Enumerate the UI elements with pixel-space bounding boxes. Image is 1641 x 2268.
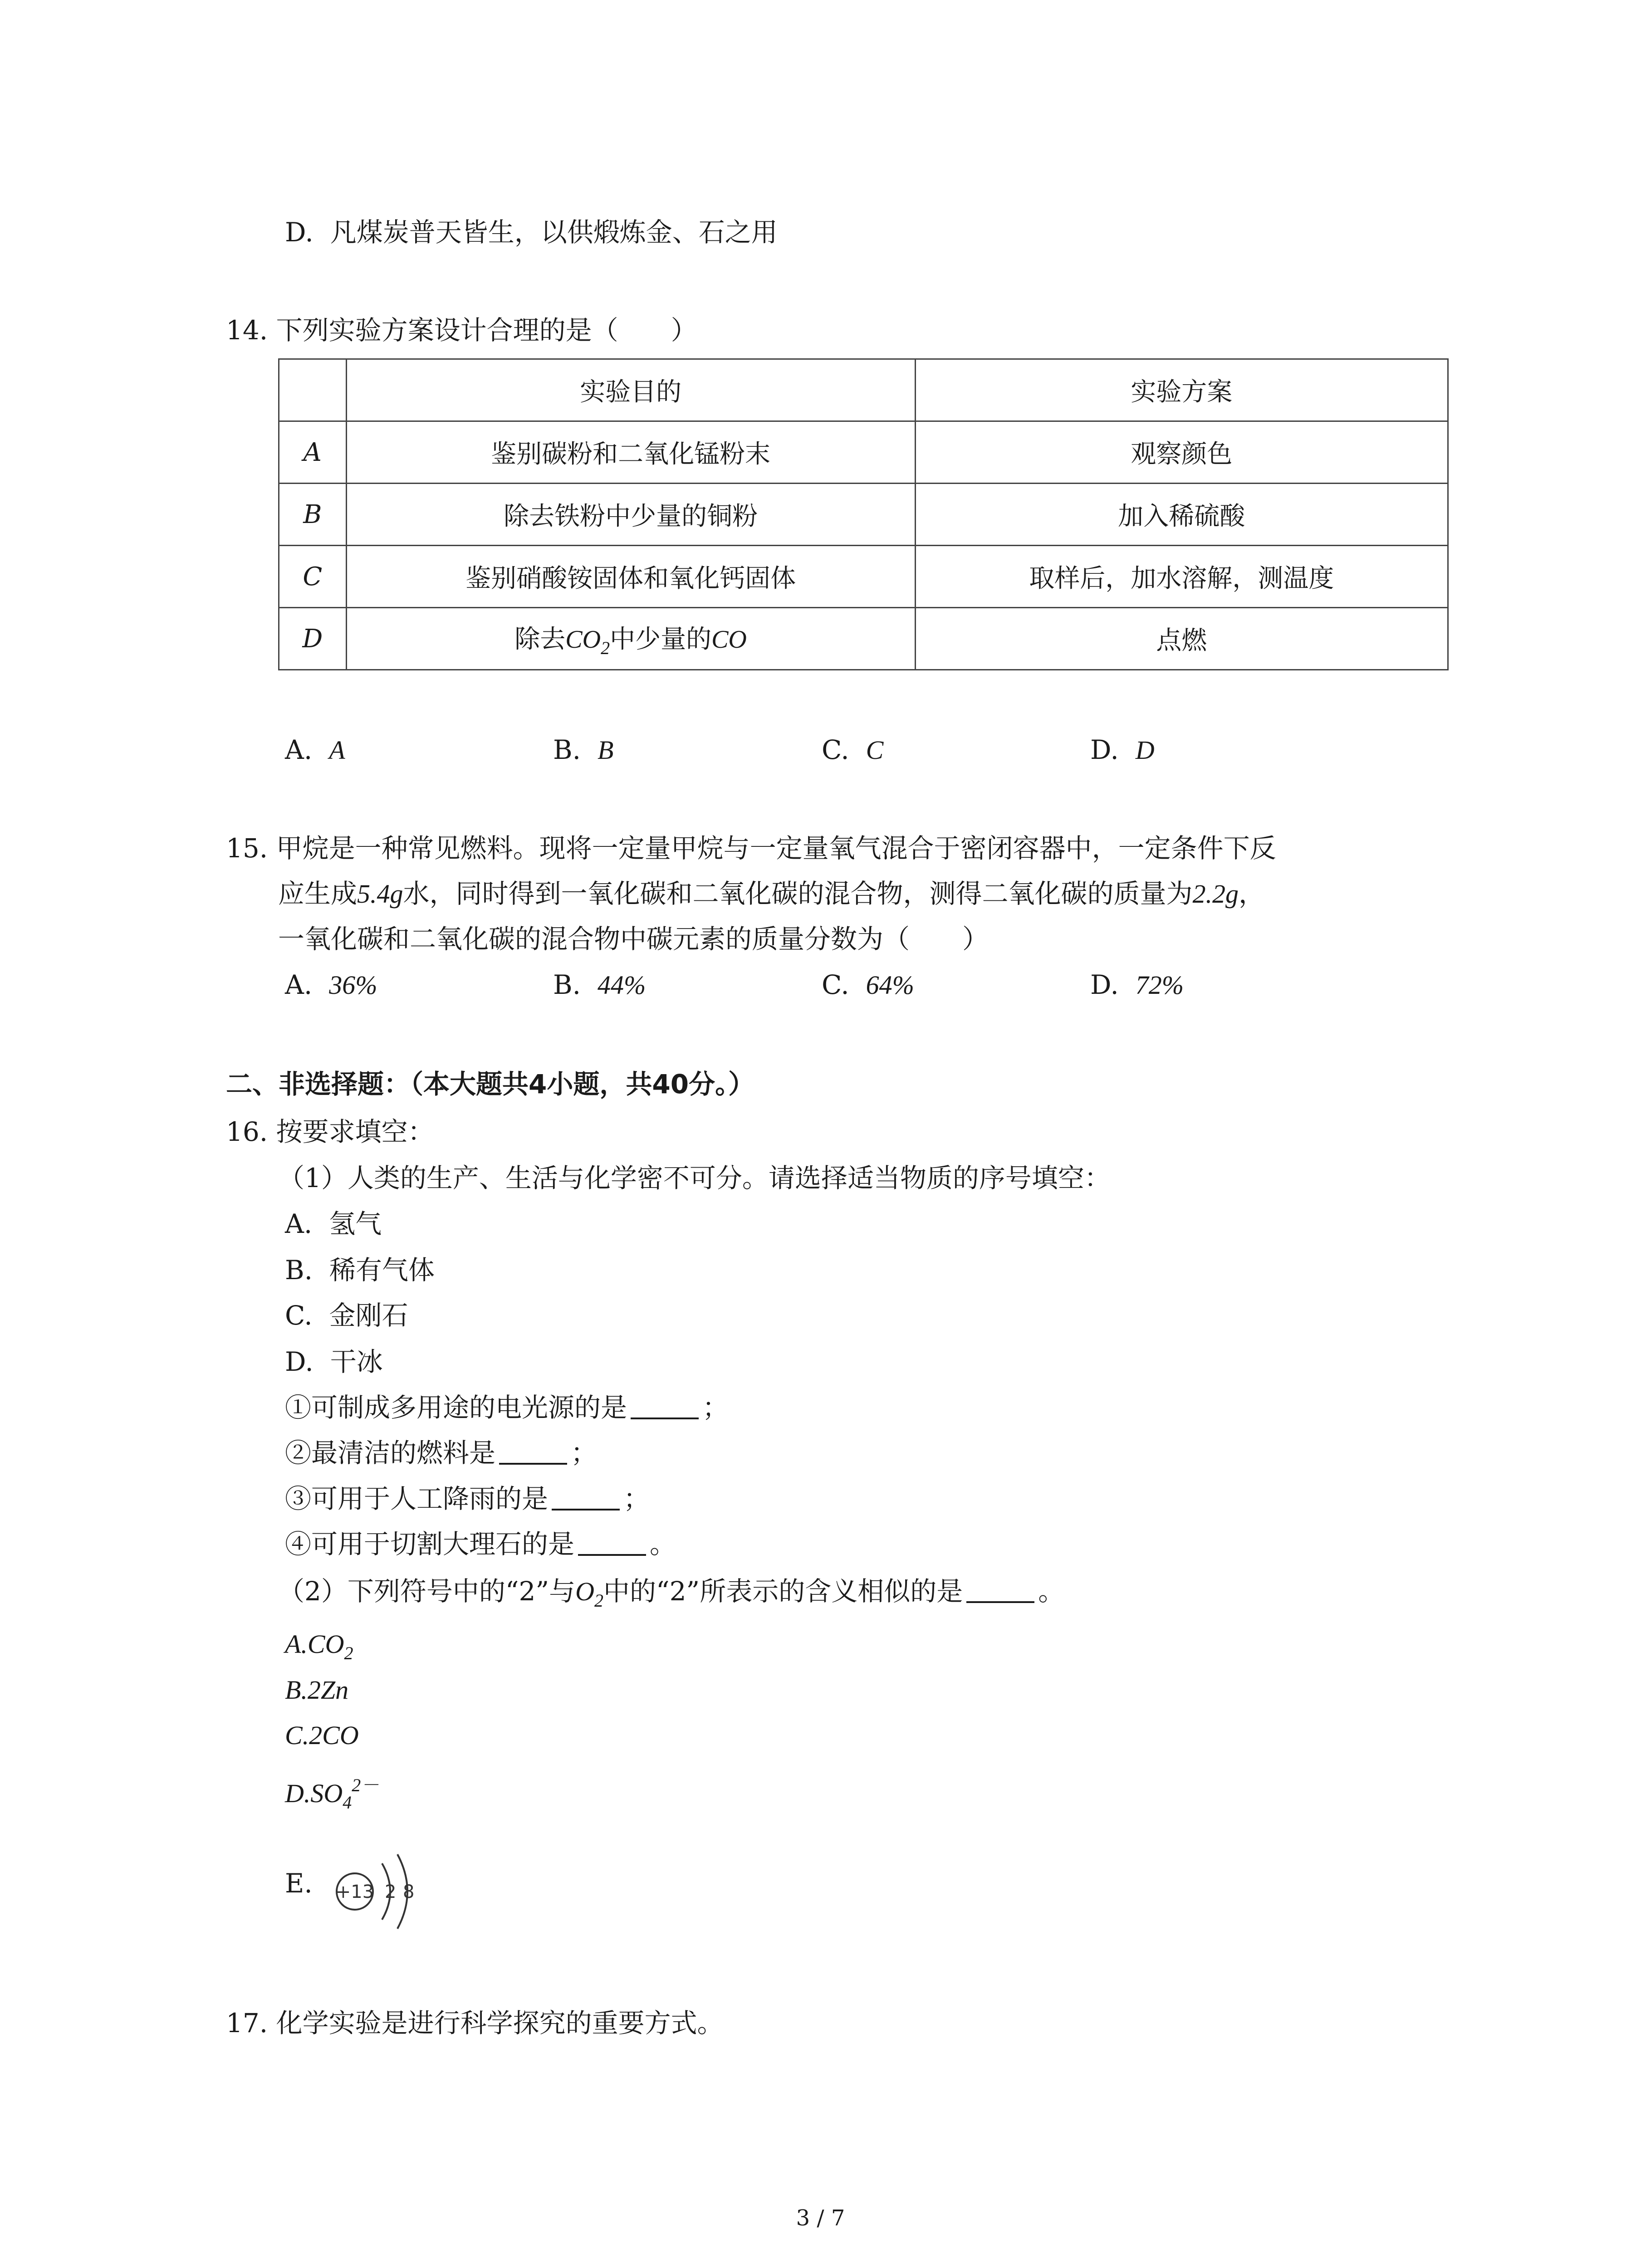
shell1-electrons: 2 (385, 1882, 397, 1902)
row-purpose (346, 608, 915, 670)
subquestion-text: ①可制成多用途的电光源的是 (285, 1392, 627, 1423)
choice-c (285, 1297, 408, 1334)
formula-main: CO (565, 625, 601, 654)
row-label: C (279, 546, 347, 608)
subquestion-4 (285, 1526, 676, 1562)
row-purpose: 鉴别碳粉和二氧化锰粉末 (346, 421, 915, 484)
unit: g (390, 879, 403, 909)
text-segment: ， (1239, 878, 1265, 909)
formula-option-e-letter: E. (285, 1868, 313, 1899)
choice-letter: D. (285, 1346, 314, 1377)
option-letter: C. (822, 734, 849, 765)
answer-blank[interactable] (499, 1440, 567, 1465)
option-value: C (866, 735, 884, 765)
formula-subscript: 2 (601, 637, 610, 658)
choice-text: 氢气 (329, 1208, 382, 1239)
unit: g (1225, 879, 1239, 909)
formula-main: A.CO (285, 1629, 344, 1659)
text-segment: 应生成 (278, 878, 358, 909)
row-label: D (279, 608, 347, 670)
question-15-line3: 一氧化碳和二氧化碳的混合物中碳元素的质量分数为（ ） (278, 924, 989, 954)
answer-blank[interactable] (578, 1531, 646, 1556)
option-letter: A. (285, 969, 313, 1000)
formula-option-c (285, 1717, 359, 1754)
text-segment: （2）下列符号中的“2”与 (278, 1576, 576, 1607)
table-header-cell: 实验方案 (915, 359, 1448, 421)
punct: ； (623, 1483, 650, 1514)
subquestion-1 (285, 1389, 729, 1426)
subquestion-text: ④可用于切割大理石的是 (285, 1529, 575, 1559)
option-value: 36% (329, 970, 377, 1000)
question-15-line1: 15. 甲烷是一种常见燃料。现将一定量甲烷与一定量氧气混合于密闭容器中，一定条件下反 (226, 833, 1276, 864)
row-purpose: 鉴别硝酸铵固体和氧化钙固体 (346, 546, 915, 608)
formula-co: CO (711, 625, 747, 654)
row-purpose: 除去铁粉中少量的铜粉 (346, 484, 915, 546)
question-16-part2 (278, 1573, 1064, 1619)
number: 5.4 (357, 879, 390, 909)
option-value: A (329, 735, 345, 765)
formula-main: D.SO (285, 1779, 343, 1808)
section-title: 二、非选择题：（本大题共4小题，共40分。） (226, 1069, 755, 1100)
formula-co2 (565, 625, 610, 658)
table-row (279, 484, 1448, 546)
subquestion-text: ②最清洁的燃料是 (285, 1437, 496, 1468)
option-value: D (1135, 735, 1155, 765)
text-segment: 水，同时得到一氧化碳和二氧化碳的混合物，测得二氧化碳的质量为 (403, 878, 1193, 909)
formula-option-a (285, 1626, 353, 1672)
q14-option-a (285, 732, 345, 768)
number: 2.2 (1192, 879, 1226, 909)
q13-option-d (285, 214, 778, 250)
option-letter: D. (285, 217, 314, 248)
option-value: 64% (866, 970, 914, 1000)
q15-option-b (553, 967, 646, 1003)
option-letter: B. (553, 969, 581, 1000)
formula-superscript: 2－ (352, 1775, 379, 1795)
purpose-text: 除去 (514, 624, 566, 654)
option-text: 凡煤炭普天皆生，以供煅炼金、石之用 (330, 217, 778, 248)
q14-option-d (1090, 732, 1155, 768)
option-letter: D. (1090, 969, 1119, 1000)
punct: 。 (1038, 1576, 1065, 1607)
row-label: B (279, 484, 347, 546)
choice-letter: B. (285, 1255, 313, 1286)
table-row (279, 421, 1448, 484)
row-plan: 观察颜色 (915, 421, 1448, 484)
q14-option-c (822, 732, 883, 768)
nucleus-charge: +13 (335, 1882, 374, 1902)
choice-text: 金刚石 (329, 1300, 408, 1331)
table-header-cell: 实验目的 (346, 359, 915, 421)
subquestion-3 (285, 1481, 650, 1517)
question-17-stem: 17. 化学实验是进行科学探究的重要方式。 (226, 2008, 724, 2038)
question-15-line2 (278, 875, 1265, 912)
option-letter: D. (1090, 734, 1119, 765)
shell2-electrons: 8 (403, 1882, 415, 1902)
row-plan: 取样后，加水溶解，测温度 (915, 546, 1448, 608)
formula-subscript: 4 (343, 1792, 352, 1813)
option-value: B (597, 735, 614, 765)
row-plan: 点燃 (915, 608, 1448, 670)
formula-main: O (575, 1577, 594, 1606)
atom-structure-diagram (331, 1842, 422, 1932)
answer-blank[interactable] (631, 1395, 699, 1419)
punct: ； (702, 1392, 729, 1423)
q15-option-d (1090, 967, 1184, 1003)
subquestion-text: ③可用于人工降雨的是 (285, 1483, 549, 1514)
subquestion-2 (285, 1435, 597, 1471)
text-segment: 中的“2”所表示的含义相似的是 (603, 1576, 963, 1607)
formula-o2 (575, 1577, 603, 1611)
choice-a (285, 1206, 382, 1242)
q15-option-c (822, 967, 914, 1003)
question-14-stem: 14. 下列实验方案设计合理的是（ ） (226, 315, 697, 346)
choice-letter: A. (285, 1208, 313, 1239)
mass-value (357, 879, 403, 909)
table-header-row (279, 359, 1448, 421)
row-plan: 加入稀硫酸 (915, 484, 1448, 546)
mass-value (1193, 879, 1239, 909)
question-16-stem: 16. 按要求填空： (226, 1116, 434, 1147)
formula-option-d (285, 1767, 379, 1821)
question-16-part1: （1）人类的生产、生活与化学密不可分。请选择适当物质的序号填空： (278, 1163, 1111, 1193)
purpose-text: 中少量的 (610, 624, 712, 654)
option-value: 44% (597, 970, 646, 1000)
choice-letter: C. (285, 1300, 313, 1331)
option-letter: B. (553, 734, 581, 765)
experiment-table (278, 358, 1449, 670)
punct: ； (571, 1437, 598, 1468)
option-letter: C. (822, 969, 849, 1000)
row-label: A (279, 421, 347, 484)
table-header-cell (279, 359, 347, 421)
formula-subscript: 2 (344, 1643, 353, 1663)
page-number: 3 / 7 (796, 2205, 845, 2231)
formula-subscript: 2 (594, 1590, 603, 1611)
table-row (279, 546, 1448, 608)
answer-blank[interactable] (552, 1486, 620, 1510)
choice-b (285, 1252, 435, 1288)
formula-main: C.2CO (285, 1721, 359, 1750)
option-value: 72% (1135, 970, 1184, 1000)
choice-text: 干冰 (330, 1346, 383, 1377)
punct: 。 (650, 1529, 676, 1559)
answer-blank[interactable] (966, 1579, 1034, 1603)
q14-option-b (553, 732, 613, 768)
table-row (279, 608, 1448, 670)
option-letter: A. (285, 734, 313, 765)
formula-main: B.2Zn (285, 1675, 349, 1705)
choice-text: 稀有气体 (329, 1255, 435, 1286)
formula-option-b (285, 1672, 348, 1708)
q15-option-a (285, 967, 377, 1003)
choice-d (285, 1344, 383, 1380)
